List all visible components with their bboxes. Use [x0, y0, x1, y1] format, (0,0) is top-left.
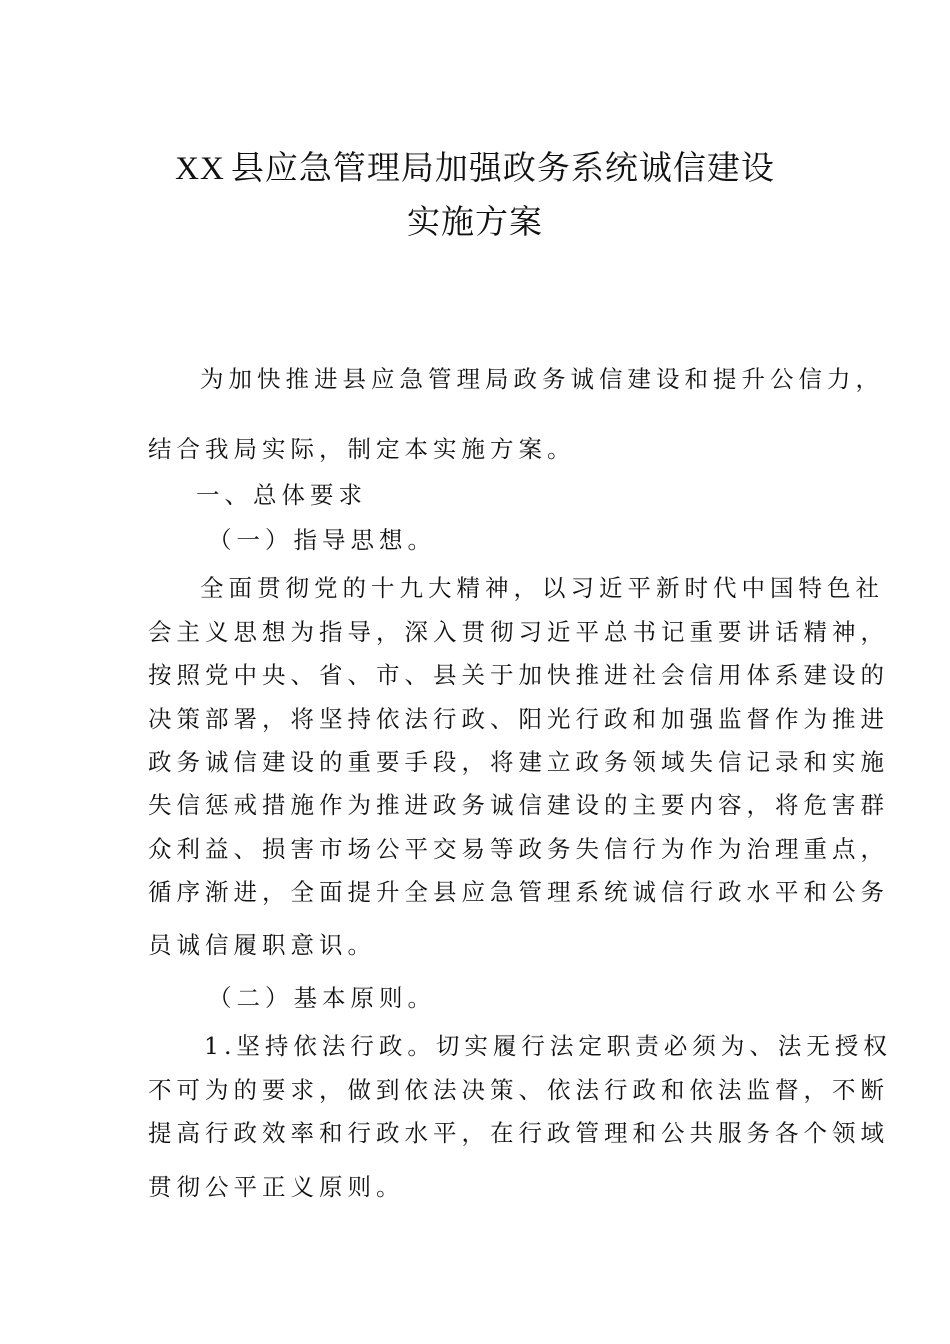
paragraph-line: 失信惩戒措施作为推进政务诚信建设的主要内容，将危害群 [148, 791, 889, 819]
paragraph-line: 员诚信履职意识。 [148, 931, 376, 959]
title-prefix: XX [175, 151, 225, 187]
paragraph-line: 会主义思想为指导，深入贯彻习近平总书记重要讲话精神， [148, 618, 889, 646]
document-title-line-1 [0, 142, 950, 189]
paragraph-line: 众利益、损害市场公平交易等政务失信行为作为治理重点， [148, 835, 889, 863]
intro-line-1: 为加快推进县应急管理局政务诚信建设和提升公信力， [200, 365, 884, 393]
paragraph-line: 循序渐进，全面提升全县应急管理系统诚信行政水平和公务 [148, 878, 889, 906]
paragraph-line: 1.坚持依法行政。切实履行法定职责必须为、法无授权 [204, 1032, 892, 1060]
subsection-heading-2: （二）基本原则。 [208, 984, 436, 1012]
paragraph-line: 全面贯彻党的十九大精神，以习近平新时代中国特色社 [200, 574, 884, 602]
paragraph-line: 提高行政效率和行政水平，在行政管理和公共服务各个领域 [148, 1119, 889, 1147]
paragraph-line: 决策部署，将坚持依法行政、阳光行政和加强监督作为推进 [148, 705, 889, 733]
section-heading: 一、总体要求 [196, 481, 367, 509]
paragraph-line: 不可为的要求，做到依法决策、依法行政和依法监督，不断 [148, 1076, 889, 1104]
paragraph-line: 政务诚信建设的重要手段，将建立政务领域失信记录和实施 [148, 748, 889, 776]
title-text: 县应急管理局加强政务系统诚信建设 [230, 148, 775, 187]
subsection-heading-1: （一）指导思想。 [208, 526, 436, 554]
intro-line-2: 结合我局实际，制定本实施方案。 [148, 435, 576, 463]
paragraph-line: 按照党中央、省、市、县关于加快推进社会信用体系建设的 [148, 661, 889, 689]
paragraph-line: 贯彻公平正义原则。 [148, 1173, 405, 1201]
document-title-line-2: 实施方案 [407, 202, 543, 241]
